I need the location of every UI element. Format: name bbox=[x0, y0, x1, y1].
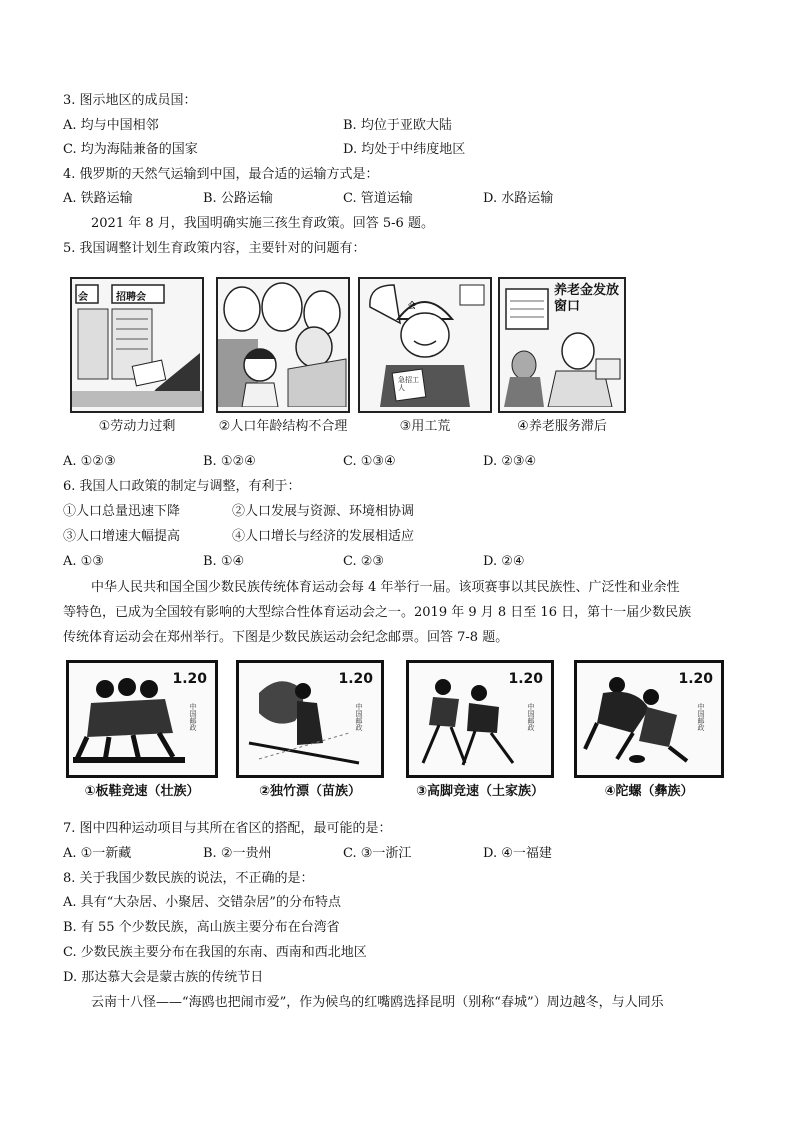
svg-text:中国邮政: 中国邮政 bbox=[355, 703, 363, 731]
q5-caption-1: ①劳动力过剩 bbox=[98, 419, 176, 434]
pension-window-sign: 养老金发放窗口 bbox=[554, 283, 620, 314]
stamp-row bbox=[66, 660, 726, 808]
q4-option-d: D. 水路运输 bbox=[483, 191, 554, 206]
q6-option-c: C. ②③ bbox=[343, 554, 385, 569]
q6-item-3: ③人口增速大幅提高 bbox=[63, 529, 181, 544]
q5-stem: 5. 我国调整计划生育政策内容，主要针对的问题有： bbox=[63, 241, 366, 256]
q6-item-4: ④人口增长与经济的发展相适应 bbox=[232, 529, 415, 544]
stamp-1-image bbox=[66, 660, 218, 778]
q3-option-a: A. 均与中国相邻 bbox=[63, 118, 159, 133]
q6-option-d: D. ②④ bbox=[483, 554, 525, 569]
stamp-3 bbox=[406, 660, 554, 808]
intro-7-8-line-2: 等特色，已成为全国较有影响的大型综合性体育运动会之一。2019 年 9 月 8 日至 16 日，第十一届少数民族 bbox=[63, 605, 692, 620]
stamp-1-denomination: 1.20 bbox=[172, 671, 207, 687]
q7-option-d: D. ④一福建 bbox=[483, 846, 552, 861]
q7-option-b: B. ②一贵州 bbox=[203, 846, 272, 861]
stamp-1 bbox=[66, 660, 218, 808]
stamp-4 bbox=[574, 660, 724, 808]
job-fair-sign: 招聘会 bbox=[116, 292, 146, 303]
q7-option-c: C. ③一浙江 bbox=[343, 846, 412, 861]
q5-picture-row bbox=[70, 277, 626, 439]
svg-text:中国邮政: 中国邮政 bbox=[527, 703, 535, 731]
q4-option-a: A. 铁路运输 bbox=[63, 191, 133, 206]
q8-option-c: C. 少数民族主要分布在我国的东南、西南和西北地区 bbox=[63, 945, 367, 960]
stamp-4-denomination: 1.20 bbox=[678, 671, 713, 687]
svg-text:中国邮政: 中国邮政 bbox=[189, 703, 197, 731]
q8-stem: 8. 关于我国少数民族的说法，不正确的是： bbox=[63, 871, 314, 886]
q5-picture-1 bbox=[70, 277, 204, 439]
stamp-2-denomination: 1.20 bbox=[338, 671, 373, 687]
intro-7-8-line-1: 中华人民共和国全国少数民族传统体育运动会每 4 年举行一届。该项赛事以其民族性、广泛性和业余性 bbox=[91, 580, 680, 595]
q5-caption-4: ④养老服务滞后 bbox=[517, 419, 607, 434]
q7-stem: 7. 图中四种运动项目与其所在省区的搭配，最可能的是： bbox=[63, 821, 392, 836]
q3-option-d: D. 均处于中纬度地区 bbox=[343, 142, 466, 157]
q4-option-b: B. 公路运输 bbox=[203, 191, 273, 206]
q6-item-1: ①人口总量迅速下降 bbox=[63, 504, 181, 519]
stamp-1-caption: ①板鞋竞速（壮族） bbox=[84, 784, 200, 799]
stamp-2-caption: ②独竹漂（苗族） bbox=[258, 784, 361, 799]
intro-7-8-line-3: 传统体育运动会在郑州举行。下图是少数民族运动会纪念邮票。回答 7-8 题。 bbox=[63, 630, 509, 645]
age-structure-illustration bbox=[216, 277, 350, 413]
sign-text-small: 会 bbox=[78, 292, 88, 303]
q5-option-b: B. ①②④ bbox=[203, 454, 256, 469]
q6-option-a: A. ①③ bbox=[63, 554, 104, 569]
q5-option-a: A. ①②③ bbox=[63, 454, 116, 469]
q5-caption-2: ②人口年龄结构不合理 bbox=[218, 419, 348, 434]
q5-picture-3 bbox=[358, 277, 492, 439]
q8-option-d: D. 那达慕大会是蒙古族的传统节日 bbox=[63, 970, 264, 985]
stamp-3-denomination: 1.20 bbox=[508, 671, 543, 687]
stamp-4-caption: ④陀螺（彝族） bbox=[604, 784, 694, 799]
stamp-3-image bbox=[406, 660, 554, 778]
next-intro-line: 云南十八怪——“海鸥也把闹市爱”，作为候鸟的红嘴鸥选择昆明（别称“春城”）周边越冬，与人同乐 bbox=[91, 995, 664, 1010]
q3-option-c: C. 均为海陆兼备的国家 bbox=[63, 142, 198, 157]
hiring-notice: 急招工人 bbox=[398, 376, 419, 392]
q7-option-a: A. ①一新藏 bbox=[63, 846, 132, 861]
labor-shortage-illustration bbox=[358, 277, 492, 413]
q6-option-b: B. ①④ bbox=[203, 554, 245, 569]
q5-caption-3: ③用工荒 bbox=[399, 419, 451, 434]
q3-option-b: B. 均位于亚欧大陆 bbox=[343, 118, 452, 133]
q6-stem: 6. 我国人口政策的制定与调整，有利于： bbox=[63, 479, 301, 494]
helmet-text: 会 bbox=[408, 301, 416, 310]
q8-option-b: B. 有 55 个少数民族，高山族主要分布在台湾省 bbox=[63, 920, 340, 935]
q5-picture-2 bbox=[216, 277, 350, 439]
labor-surplus-illustration bbox=[70, 277, 204, 413]
q4-stem: 4. 俄罗斯的天然气运输到中国，最合适的运输方式是： bbox=[63, 167, 379, 182]
q4-option-c: C. 管道运输 bbox=[343, 191, 413, 206]
q6-item-2: ②人口发展与资源、环境相协调 bbox=[232, 504, 415, 519]
stamp-3-caption: ③高脚竞速（土家族） bbox=[415, 784, 544, 799]
stamp-2 bbox=[236, 660, 384, 808]
stamp-4-image bbox=[574, 660, 724, 778]
stamp-2-image bbox=[236, 660, 384, 778]
intro-5-6: 2021 年 8 月，我国明确实施三孩生育政策。回答 5-6 题。 bbox=[91, 216, 434, 231]
svg-text:中国邮政: 中国邮政 bbox=[697, 703, 705, 731]
q8-option-a: A. 具有“大杂居、小聚居、交错杂居”的分布特点 bbox=[63, 895, 341, 910]
elderly-service-illustration bbox=[498, 277, 626, 413]
q5-option-c: C. ①③④ bbox=[343, 454, 396, 469]
q3-stem: 3. 图示地区的成员国： bbox=[63, 93, 197, 108]
q5-picture-4 bbox=[498, 277, 626, 439]
q5-option-d: D. ②③④ bbox=[483, 454, 537, 469]
